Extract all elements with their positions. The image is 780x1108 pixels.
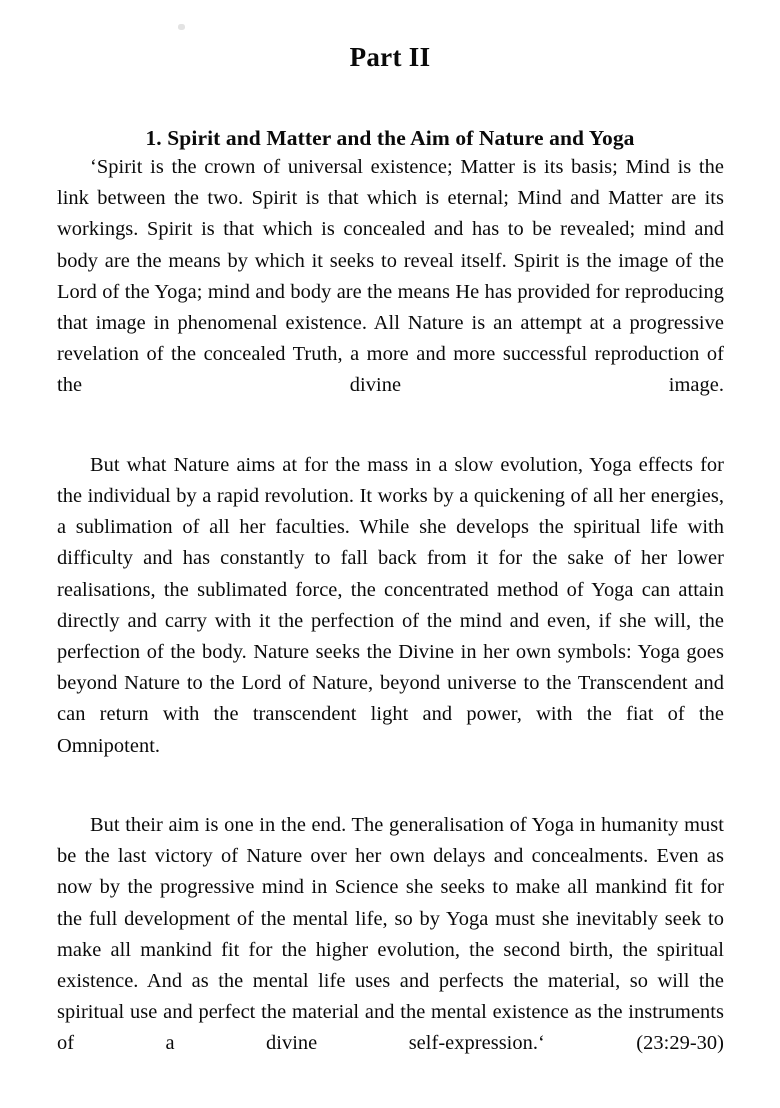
- section-heading: 1. Spirit and Matter and the Aim of Nature and Yoga: [145, 125, 635, 150]
- paragraph-1: ‘Spirit is the crown of universal existence; Matter is its basis; Mind is the link between the two. Spirit is that which is eternal; Mind and Matter are its workings. Spirit is that which is concealed and has to be revealed; mind and body are the means by which it seeks to reveal itself. Spirit is the image of the Lord of the Yoga; mind and body are the means He has provided for reproducing that image in phenomenal existence. All Nature is an attempt at a progressive revelation of the concealed Truth, a more and more successful reproduction of the divine image.: [57, 156, 724, 397]
- scan-artifact-speck: [178, 24, 185, 30]
- paragraph-2: But what Nature aims at for the mass in a slow evolution, Yoga effects for the individual by a rapid revolution. It works by a quickening of all her energies, a sublimation of all her faculties. While she develops the spiritual life with difficulty and has constantly to fall back from it for the sake of her lower realisations, the sublimated force, the concentrated method of Yoga can attain directly and carry with it the perfection of the mind and even, if she will, the perfection of the body. Nature seeks the Divine in her own symbols: Yoga goes beyond Nature to the Lord of Nature, beyond universe to the Transcendent and can return with the transcendent light and power, with the fiat of the Omnipotent.: [57, 453, 724, 757]
- page-title: Part II: [349, 42, 431, 73]
- paragraph-3: But their aim is one in the end. The generalisation of Yoga in humanity must be the last victory of Nature over her own delays and concealments. Even as now by the progressive mind in Science she seeks to make all mankind fit for the full development of the mental life, so by Yoga must she inevitably seek to make all mankind fit for the higher evolution, the second birth, the spiritual existence. And as the mental life uses and perfects the material, so will the spiritual use and perfect the material and the mental existence as the instruments of a divine self-expression.‘ (23:29-30): [57, 814, 724, 1055]
- body-text-column: [57, 152, 724, 1091]
